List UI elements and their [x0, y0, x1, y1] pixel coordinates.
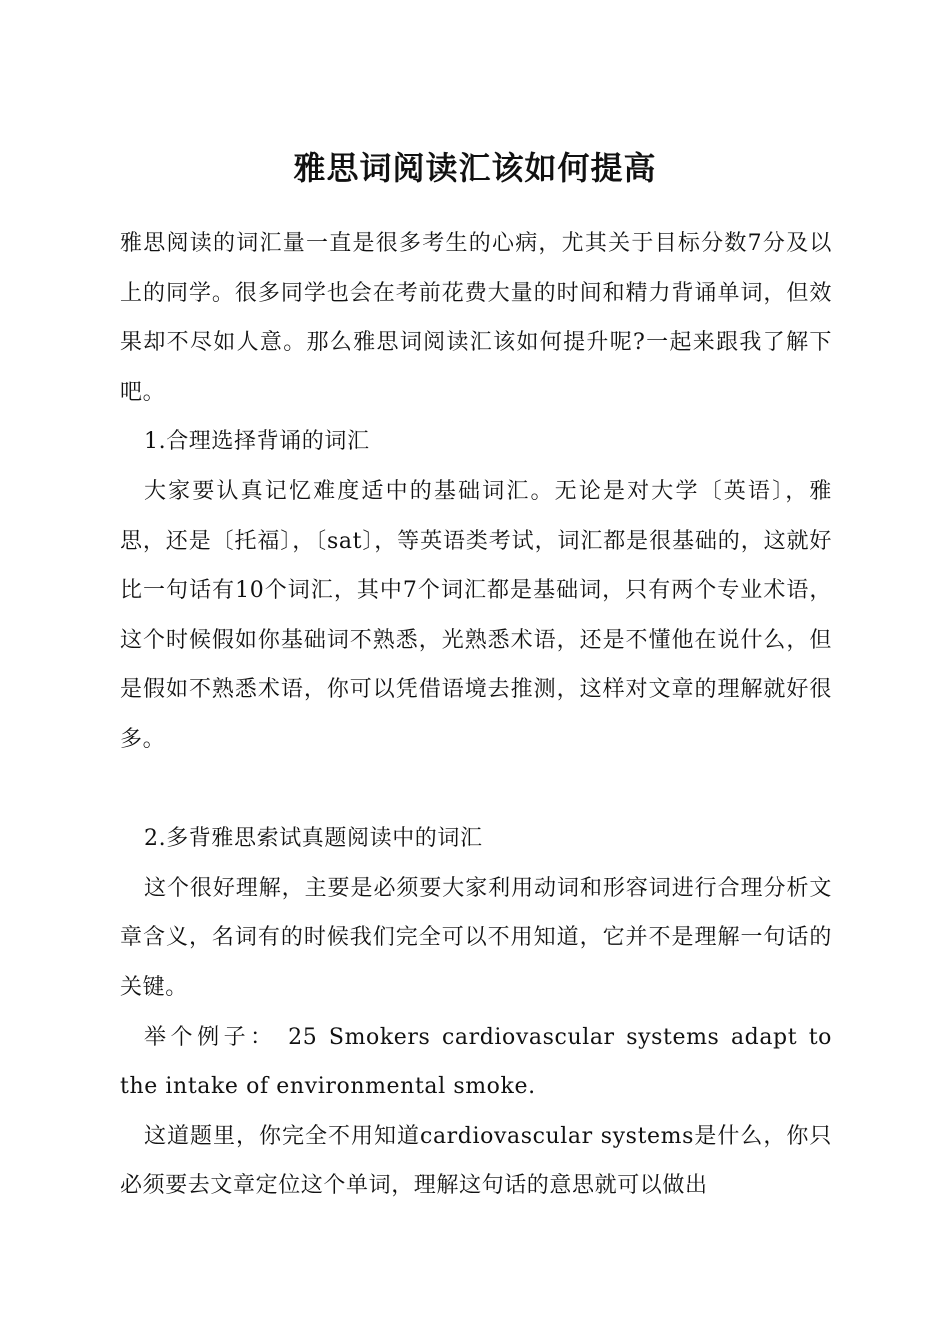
- document-body: [120, 219, 832, 1211]
- section-heading-2: 2.多背雅思索试真题阅读中的词汇: [144, 826, 483, 852]
- example-paragraph: 举个例子： 25 Smokers cardiovascular systems adapt to the intake of environmental smoke.: [120, 1024, 832, 1100]
- intro-paragraph: 雅思阅读的词汇量一直是很多考生的心病，尤其关于目标分数7分及以上的同学。很多同学也会在考前花费大量的时间和精力背诵单词，但效果却不尽如人意。那么雅思词阅读汇该如何提升呢?一起来跟我了解下吧。: [120, 231, 832, 405]
- section-2-paragraph: 这个很好理解，主要是必须要大家利用动词和形容词进行合理分析文章含义，名词有的时候我们完全可以不用知道，它并不是理解一句话的关键。: [120, 875, 832, 1000]
- section-heading-1: 1.合理选择背诵的词汇: [144, 429, 370, 455]
- explanation-paragraph: 这道题里，你完全不用知道cardiovascular systems是什么，你只必须要去文章定位这个单词，理解这句话的意思就可以做出: [120, 1123, 832, 1199]
- document-title: 雅思词阅读汇该如何提高: [293, 149, 657, 187]
- blank-line: [120, 765, 832, 815]
- section-1-paragraph: 大家要认真记忆难度适中的基础词汇。无论是对大学〔英语〕，雅思，还是〔托福〕，〔sat〕，等英语类考试，词汇都是很基础的，这就好比一句话有10个词汇，其中7个词汇都是基础词，只有两个专业术语，这个时候假如你基础词不熟悉，光熟悉术语，还是不懂他在说什么，但是假如不熟悉术语，你可以凭借语境去推测，这样对文章的理解就好很多。: [120, 478, 832, 752]
